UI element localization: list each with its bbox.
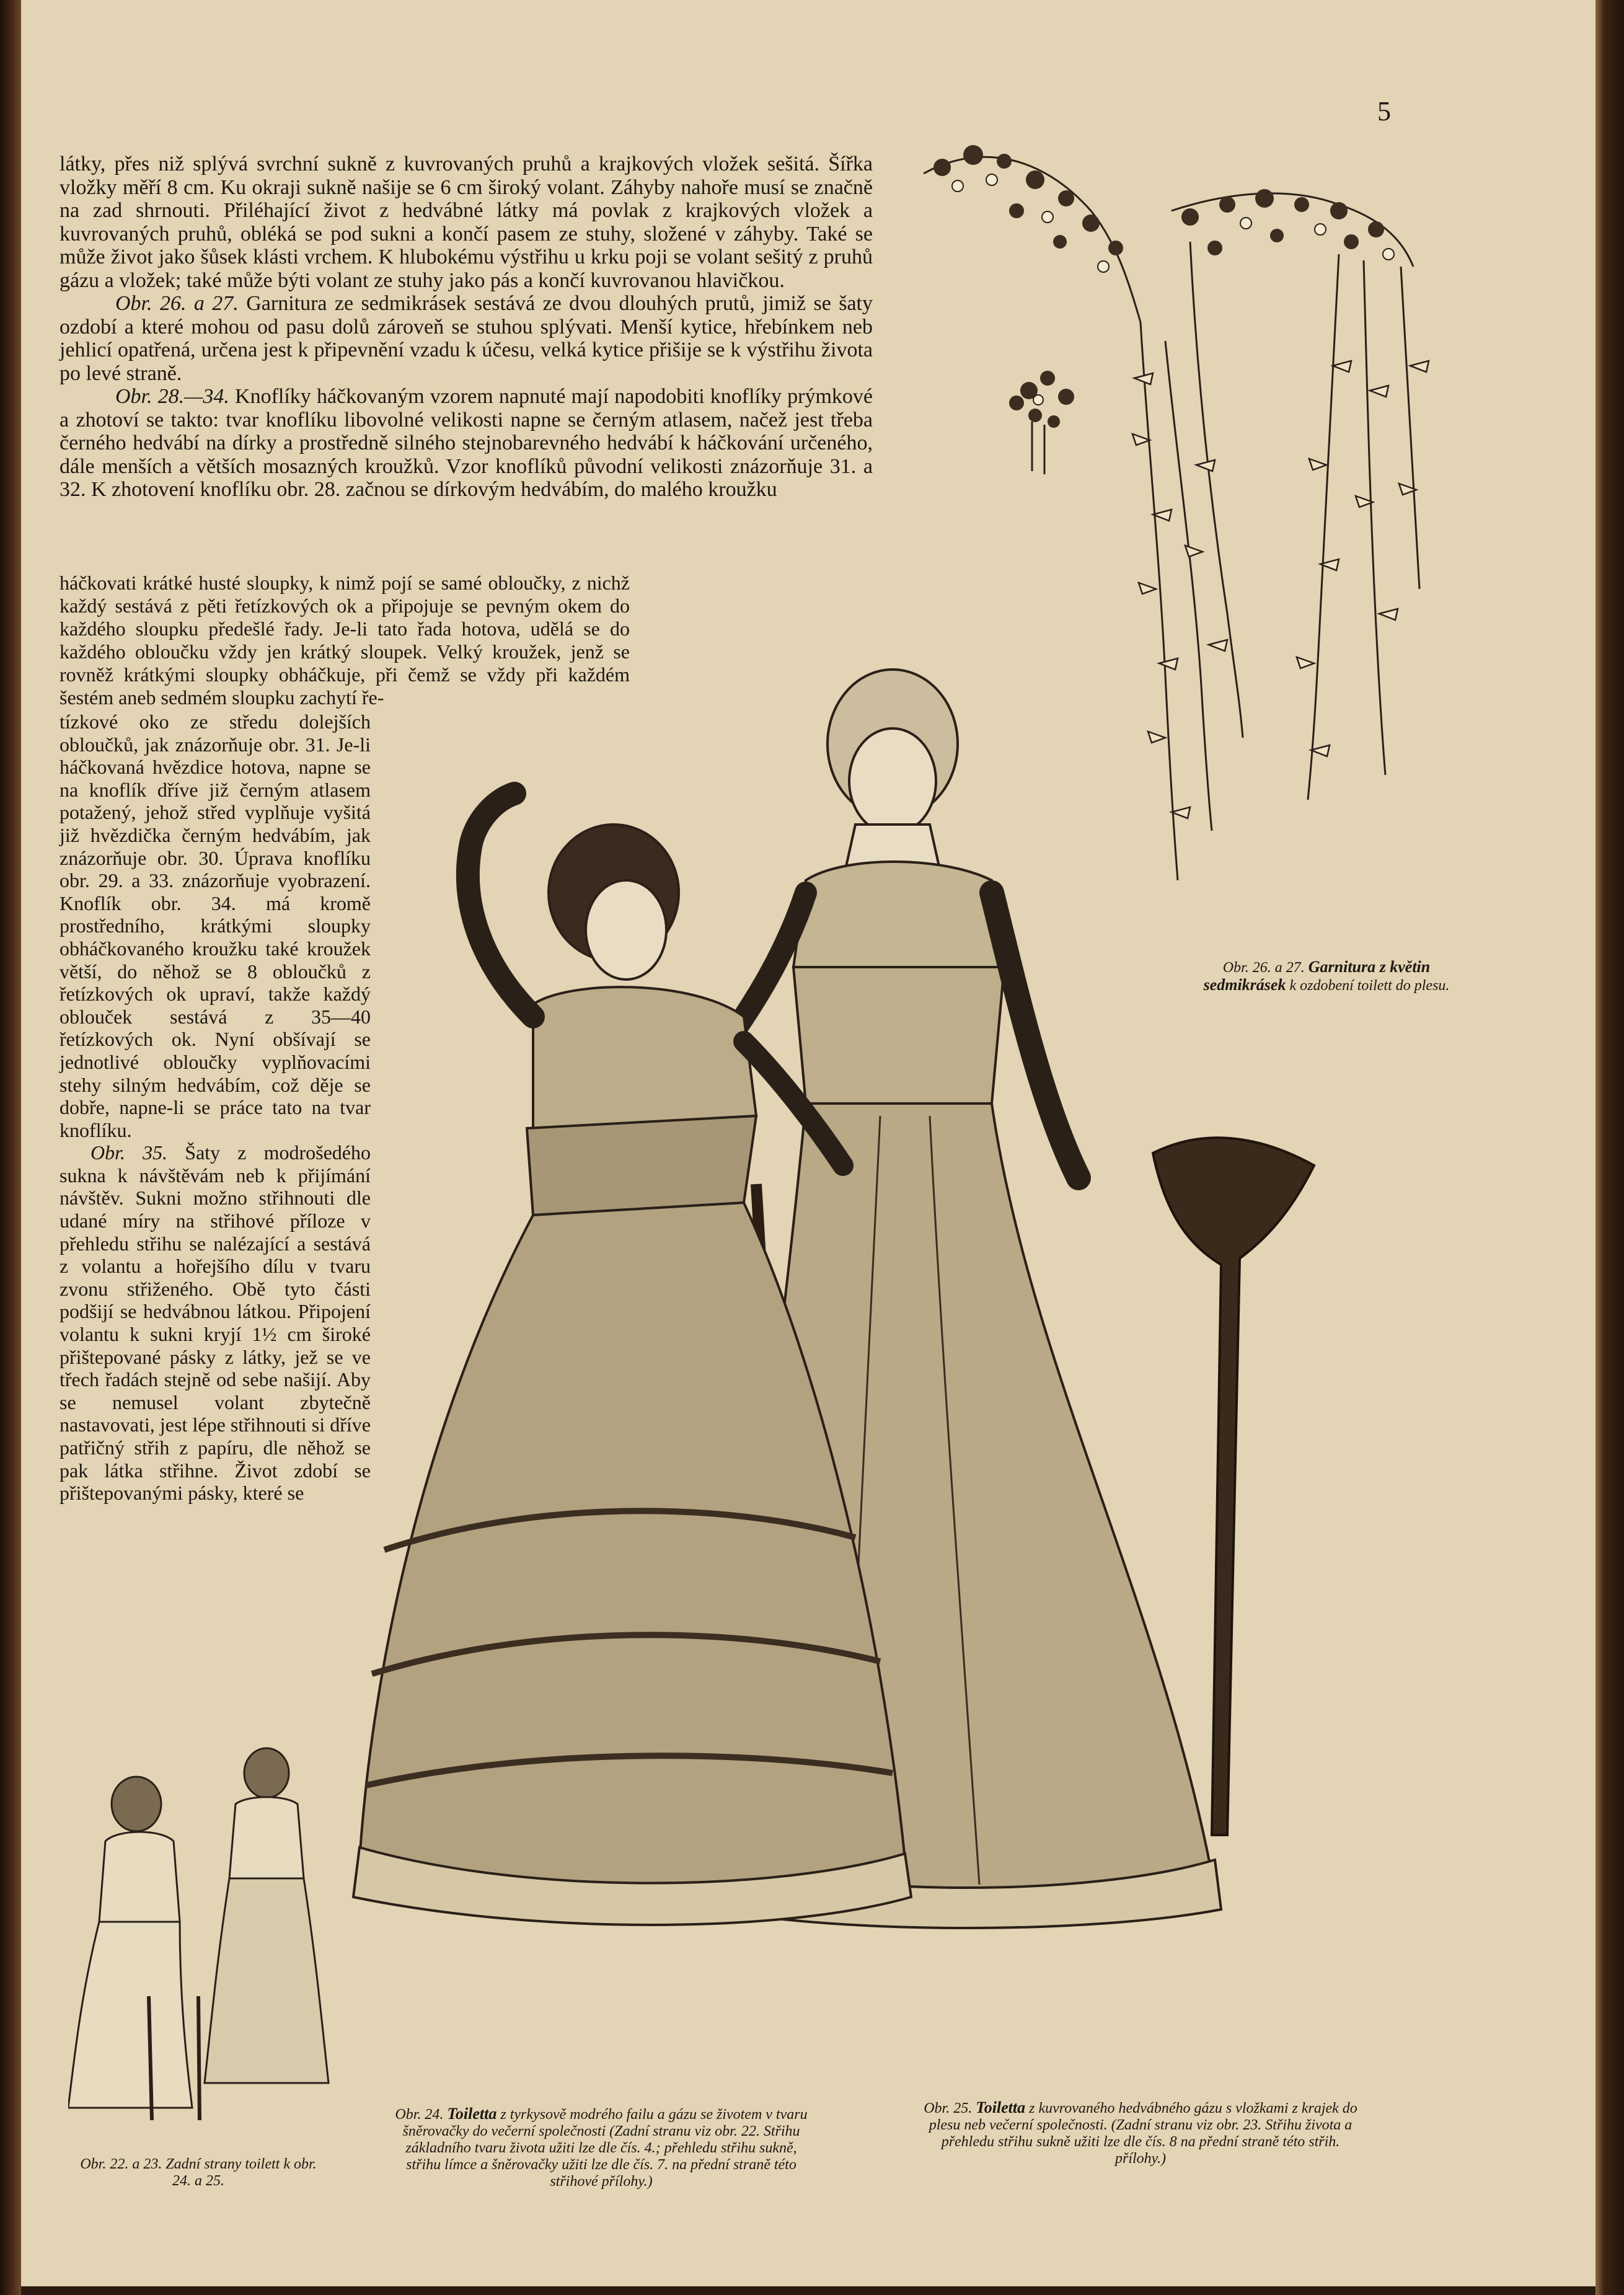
- paragraph-lead: Obr. 35.: [90, 1141, 168, 1164]
- paragraph-body: Knoflíky háčkovaným vzorem napnuté mají napodobiti knoflíky prýmkové a zhotoví se takto: tvar knoflíku libovolné velikosti napne se černým atlasem, načež jest třeba černého hedvábí na dírky a prostředně silného stejnobarevného hedvábí k háčkování určeného, dále menších a větších mosazných kroužků. Vzor knoflíků původní velikosti znázorňuje 31. a 32. K zhotovení knoflíku obr. 28. začnou se dírkovým hedvábím, do malého kroužku: [60, 385, 873, 501]
- caption-lead: Obr. 26. a 27.: [1222, 960, 1305, 976]
- book-edge-bottom: [21, 2286, 1595, 2295]
- caption-title: Toiletta: [447, 2105, 497, 2123]
- caption-text: k ozdobení toilett do plesu.: [1289, 978, 1450, 994]
- caption-obr-24: [391, 2105, 812, 2190]
- page-number: 5: [1377, 96, 1391, 126]
- paragraph-obr-35: [60, 1141, 371, 1505]
- caption-obr-22: [74, 2156, 322, 2190]
- paragraph-body: Garnitura ze sedmikrásek sestává ze dvou dlouhých prutů, jimiž se šaty ozdobí a které mohou od pasu dolů zároveň se stuhou splývati. Menší kytice, hřebínkem neb jehlicí opatřená, určena jest k připevnění vzadu k účesu, velká kytice přišije se k výstřihu života po levé straně.: [60, 292, 873, 385]
- caption-text: z kuvrovaného hedvábného gázu s vložkami z krajek do plesu neb večerní společnosti. (Zadní stranu viz obr. 23. Střihu života a přehledu střihu sukně užiti lze dle čís. 8 na přední straně této střih. přílohy.): [929, 2100, 1357, 2167]
- paragraph-cont: háčkovati krátké husté sloupky, k nimž pojí se samé obloučky, z nichž každý sestává z pěti řetízkových ok a připojuje se pevným okem do každého sloupku předešlé řady. Je-li tato řada hotova, udělá se do každého obloučku vždy jen krátký sloupek. Velký kroužek, jenž se rovněž krátkými sloupky obháčkuje, při čemž se vždy při každém šestém aneb sedmém sloupku zachytí ře-: [60, 572, 630, 709]
- paragraph-top: látky, přes niž splývá svrchní sukně z kuvrovaných pruhů a krajkových vložek sešitá. Šířka vložky měří 8 cm. Ku okraji sukně našije se 6 cm široký volant. Záhyby nahoře musí se značně na zad shrnouti. Přiléhající život z hedvábné látky má povlak z krajkových vložek a kuvrovaných pruhů, obléká se pod sukni a končí pasem ze stuhy, složené v záhyby. Také se může život jako šůsek klásti vrchem. K hlubokému výstřihu u krku poji se volant sešitý z pruhů gázu a vložek; také může býti volant ze stuhy jako pás a končí kuvrovanou hlavičkou.: [60, 153, 873, 292]
- fashion-plate-illustration: [347, 620, 1438, 1971]
- book-binding: [0, 0, 21, 2295]
- text-column-left: [60, 710, 371, 1505]
- caption-title: Toiletta: [976, 2098, 1026, 2116]
- paragraph-obr-28: [60, 385, 873, 502]
- back-view-illustration: [68, 1736, 341, 2145]
- caption-lead: Obr. 25.: [924, 2100, 973, 2116]
- caption-lead: Obr. 24.: [395, 2107, 444, 2123]
- paragraph-left-column: tízkové oko ze středu dolejších obloučků, jak znázorňuje obr. 31. Je-li háčkovaná hvězdice hotova, napne se na knoflík dříve již černým atlasem potažený, jehož střed vyplňuje vyšitá již hvězdička černým hedvábím, jak znázorňuje obr. 30. Úprava knoflíku obr. 29. a 33. znázorňuje vyobrazení. Knoflík obr. 34. má kromě prostředního, krátkými sloupky obháčkovaného kroužku také kroužek větší, do něhož se 8 obloučků z řetízkových ok upraví, takže každý oblouček sestává z 35—40 řetízkových ok. Nyní obšívají se jednotlivé obloučky vyplňovacími stehy silným hedvábím, což děje se dobře, napne-li se práce tato na tvar knoflíku.: [60, 710, 371, 1141]
- paragraph-body: Šaty z modrošedého sukna k návštěvám neb k přijímání návštěv. Sukni možno střihnouti dle udané míry na střihové příloze v přehledu střihu se nalézající a sestává z volantu a hořejšího dílu v tvaru zvonu střiženého. Obě tyto části podšijí se hedvábnou látkou. Připojení volantu k sukni kryjí 1½ cm široké přištepované pásky z látky, jež se ve třech řadách stejně od sebe našijí. Aby se nemusel volant zbytečně nastavovati, jest lépe střihnouti si dříve patřičný střih z papíru, dle něhož se pak látka střihne. Život zdobí se přištepovanými pásky, které se: [60, 1141, 371, 1505]
- text-block-top: [60, 153, 873, 502]
- caption-text: z tyrkysově modrého failu a gázu se životem v tvaru šněrovačky do večerní společnosti (Zadní stranu viz obr. 22. Střihu základního tvaru života užiti lze dle čís. 4.; přehledu střihu sukně, střihu límce a šněrovačky užiti lze dle čís. 7. na přední straně této střihové přílohy.): [402, 2107, 808, 2190]
- paragraph-lead: Obr. 26. a 27.: [115, 292, 239, 315]
- paragraph-lead: Obr. 28.—34.: [115, 385, 229, 408]
- caption-obr-25: [917, 2099, 1364, 2167]
- caption-title: Garnitura z květin sedmikrásek: [1203, 958, 1431, 994]
- paragraph-obr-26: [60, 292, 873, 385]
- book-edge: [1595, 0, 1624, 2295]
- caption-obr-26: [1196, 958, 1457, 994]
- caption-lead: Obr. 22. a 23.: [80, 2156, 162, 2172]
- caption-text: Zadní strany toilett k obr. 24. a 25.: [165, 2156, 317, 2189]
